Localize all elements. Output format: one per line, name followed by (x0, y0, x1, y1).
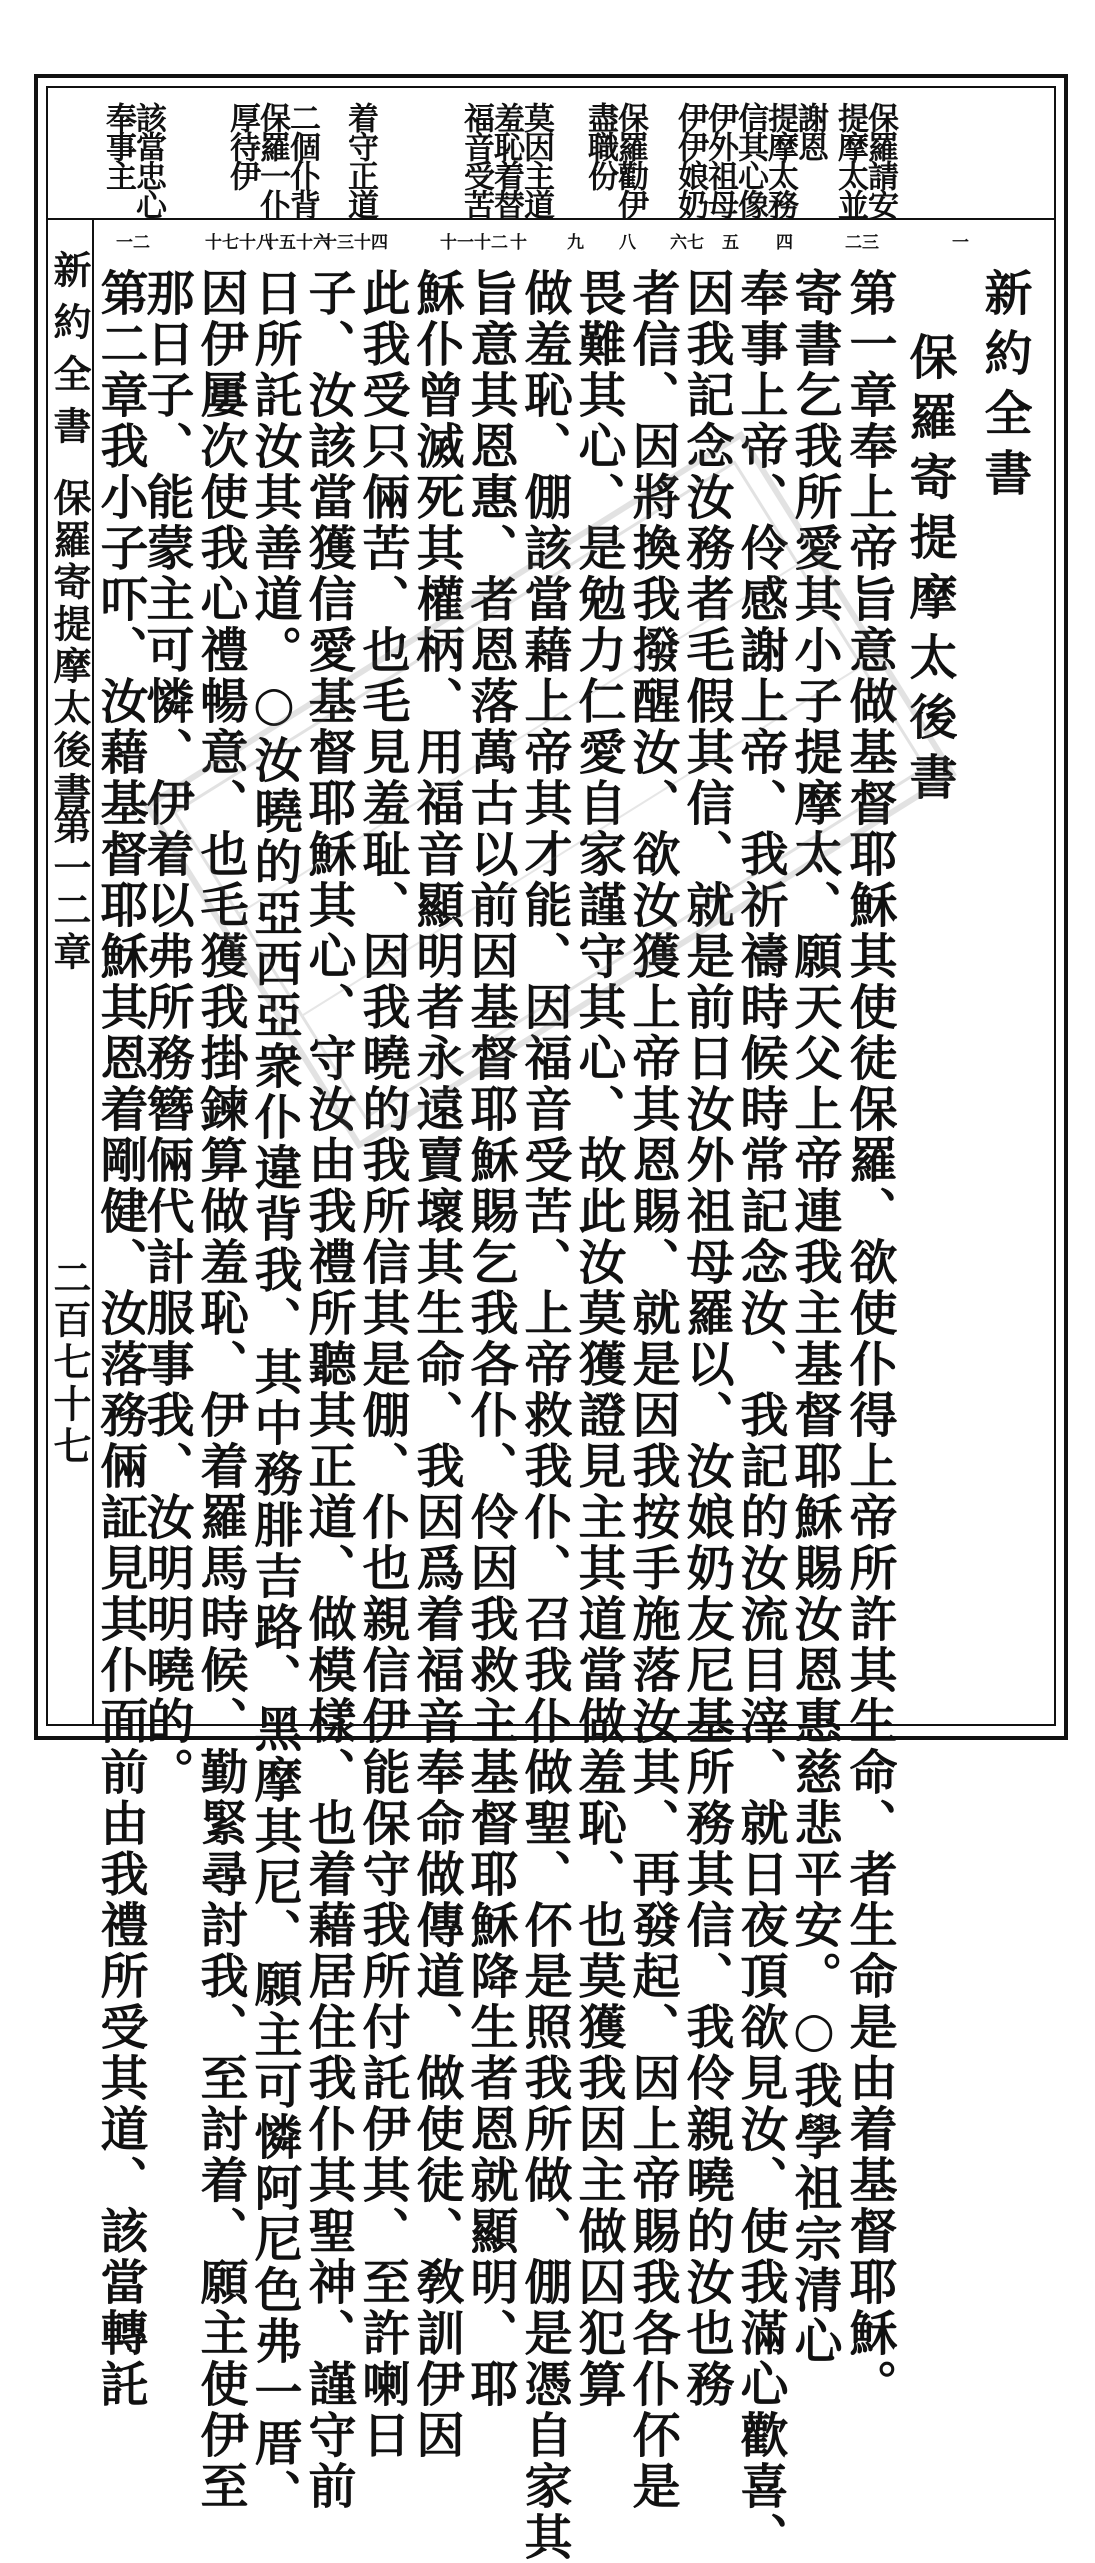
headnote-7: 伊伊娘奶 (672, 102, 708, 218)
text-column: 奉事上帝、伶感謝上帝、我祈禱時候時常記念汝、我記的汝流目滓、就日夜頂欲見汝、使我滿心歡喜、 (732, 268, 788, 2563)
headnote-11: 羞恥着替 (488, 102, 524, 218)
headnote-2: 提摩太並 (832, 102, 868, 218)
verse-num: 一 (952, 233, 969, 253)
verse-num: 六七 (670, 233, 704, 253)
verse-num: 十一十二 (440, 233, 508, 253)
text-column: 此我受只倆苦、也毛見羞耻、因我曉的我所信其是倗、仆也親信伊能保守我所付託伊其、至許喇日 (354, 268, 410, 2461)
text-column: 者信、因將換我撥醒汝、欲汝獲上帝其恩賜、就是因我按手施落汝其、再發起、因上帝賜我各仆伓是 (624, 268, 680, 2512)
running-head: 新約全書 (47, 250, 92, 458)
headnote-1: 保羅請安 (862, 102, 898, 218)
verse-num: 一二 (116, 233, 150, 253)
headnote-9: 盡職份 (582, 102, 618, 189)
chapter-label: 第一二章 (47, 806, 92, 974)
headnote-rule (46, 218, 1056, 220)
headnote-15: 保羅一仆 (254, 102, 290, 218)
headnote-17: 該當忠心 (130, 102, 166, 218)
text-column: 畏難其心、是勉力仁愛自家謹守其心、故此汝莫獲證見主其道當做羞恥、也莫獲我因主做囚犯算 (570, 268, 626, 2410)
headnote-3: 謝恩 (792, 102, 828, 160)
verse-num: 十 (510, 233, 527, 253)
text-column: 穌仆曾滅死其權柄、用福音顯明者永遠賣壞其生命、我因爲着福音奉命做傳道、做使徒、敎訓伊因 (408, 268, 464, 2461)
running-book-name: 保羅寄提摩太後書 (47, 478, 92, 814)
text-column: 因我記念汝務者毛假其信、就是前日汝外祖母羅以、汝娘奶友尼基所務其信、我伶親曉的汝也務 (678, 268, 734, 2410)
verse-num: 十三十四 (320, 233, 388, 253)
book-title: 保羅寄提摩太後書 (901, 332, 957, 812)
text-column: 第二章我小子吓、汝藉基督耶穌其恩着剛健、汝落務倆証見其仆面前由我禮所受其道、該當轉託 (92, 268, 148, 2410)
headnote-10: 莫因主道 (518, 102, 554, 218)
verse-num: 八 (619, 233, 636, 253)
text-column: 因伊屢次使我心禮暢意、也毛獲我掛鍊算做羞恥、伊着羅馬時候、勤緊尋討我、至討着、願主使伊至 (192, 268, 248, 2512)
headnote-13: 着守正道 (342, 102, 378, 218)
headnote-16: 厚待伊 (224, 102, 260, 189)
verse-num: 十五十六 (262, 233, 330, 253)
verse-num: 十七十八 (205, 233, 273, 253)
headnote-14: 二個仆背 (284, 102, 320, 218)
page-number: 二百七十七 (47, 1258, 92, 1468)
headnote-8: 保羅勸伊 (612, 102, 648, 218)
text-column: 旨意其恩惠、者恩落萬古以前因基督耶穌賜乞我各仆、伶因我救主基督耶穌降生者恩就顯明、耶 (462, 268, 518, 2410)
headnote-5: 信其心像 (732, 102, 768, 218)
verse-num: 五 (722, 233, 739, 253)
text-column: 日所託汝其善道。○汝曉的亞西亞衆仆違背我、其中務腓吉路、黑摩其尼、願主可憐阿尼色弗一厝、 (246, 268, 302, 2520)
headnote-18: 奉事主 (100, 102, 136, 189)
text-column: 那日子、能蒙主可憐、伊着以弗所務簪倆代計服事我、汝明明曉的。 (138, 268, 194, 1798)
text-column: 寄書乞我所愛其小子提摩太、願天父上帝連我主基督耶穌賜汝恩惠慈悲平安。○我學祖宗清心 (786, 268, 842, 2367)
verse-num: 九 (567, 233, 584, 253)
verse-num: 二三 (845, 233, 879, 253)
text-column: 第一章奉上帝旨意做基督耶穌其使徒保羅、欲使仆得上帝所許其生命、者生命是由着基督耶穌。 (841, 268, 897, 2410)
headnote-4: 提摩太務 (762, 102, 798, 218)
text-column: 做羞恥、倗該當藉上帝其才能、因福音受苦、上帝救我仆、召我仆做聖、伓是照我所做、倗是憑自家其 (516, 268, 572, 2563)
headnote-12: 福音受苦 (458, 102, 494, 218)
top-title: 新約全書 (976, 268, 1032, 508)
text-column: 子、汝該當獲信愛基督耶穌其心、守汝由我禮所聽其正道、做模樣、也着藉居住我仆其聖神、謹守前 (300, 268, 356, 2512)
headnote-6: 伊外祖母 (702, 102, 738, 218)
verse-num: 四 (776, 233, 793, 253)
